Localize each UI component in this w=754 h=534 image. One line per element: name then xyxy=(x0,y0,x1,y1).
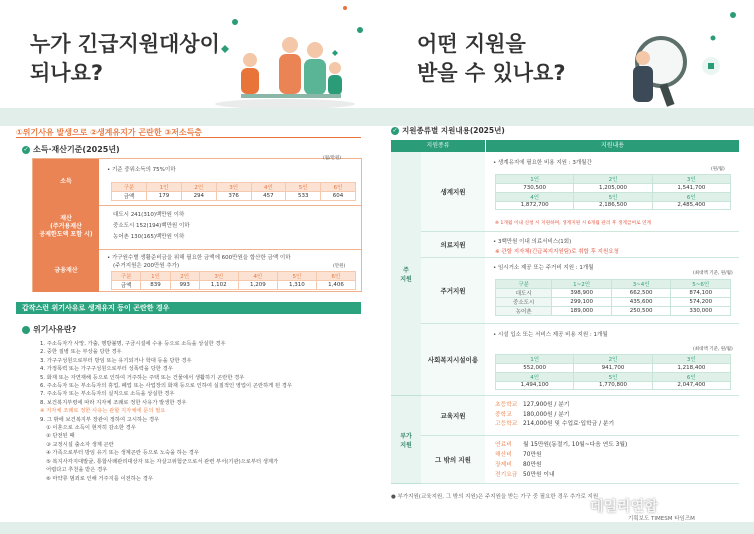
list-item: 6. 주소득자 또는 부소득자의 휴업, 폐업 또는 사업장의 화재 등으로 인하여 실질적인 영업이 곤란하게 된 경우 xyxy=(40,383,293,390)
medical-support-label: 의료지원 xyxy=(421,232,485,258)
watermark-logo: 데일리연합 xyxy=(590,499,658,515)
list-item: 8. 보건복지부령에 따라 지자체 조례로 정한 사유가 발생한 경우 xyxy=(40,399,187,406)
crisis-subtitle: 위기사유란? xyxy=(22,324,76,335)
living-support-label: 생계지원 xyxy=(421,152,485,232)
income-unit: (월/만원) xyxy=(323,156,342,161)
property-metro: 대도시 241(310)백만원 이하 xyxy=(113,212,185,218)
other-support-body xyxy=(485,436,739,484)
medical-note: ※ 관할 지자체(긴급복지지원팀)로 취합 후 지원요청 xyxy=(495,249,619,255)
list-item: 2. 중한 질병 또는 부상을 당한 경우 xyxy=(40,349,122,356)
housing-support-body xyxy=(485,258,739,324)
support-table-title: ✓ 지원종류별 지원내용(2025년) xyxy=(392,126,505,135)
header-kind: 지원종류 xyxy=(391,140,485,152)
dot-icon xyxy=(22,326,30,334)
living-support-body xyxy=(485,152,739,232)
left-hero xyxy=(0,0,377,108)
living-amount-table: 1인 2인 3인 730,500 1,205,000 1,541,700 4인 5인 6인 1,872,700 2,186,500 2,485,400 xyxy=(495,174,731,210)
financial-amount-table: 구분 1인 2인 3인 4인 5인 6인 금액 839 993 1,102 1,209 1,310 1,406 xyxy=(111,271,356,290)
left-band xyxy=(0,108,377,126)
check-icon: ✓ xyxy=(23,145,29,153)
group-main: 주 지원 xyxy=(391,152,421,396)
education-support-label: 교육지원 xyxy=(421,396,485,436)
living-unit: (원/월) xyxy=(711,167,725,172)
income-text: • 기준 중위소득의 75%이하 xyxy=(107,167,176,173)
facility-amount-table: 1인 2인 3인 552,000 941,700 1,218,400 4인 5인 6인 1,494,100 1,770,800 2,047,400 xyxy=(495,354,731,390)
living-text: • 생계유지에 필요한 비용 지원 : 3개월간 xyxy=(493,160,592,166)
list-item: 5. 화재 또는 자연재해 등으로 인하여 거주하는 주택 또는 건물에서 생활하기 곤란한 경우 xyxy=(40,374,245,381)
facility-support-label: 사회복지시설이용 xyxy=(421,324,485,396)
housing-text: • 임시거소 제공 또는 주거비 지원 : 1개월 xyxy=(493,265,594,271)
list-item: ② 단전된 때 xyxy=(46,433,75,440)
list-note: ※ 지자체 조례로 정한 사유는 관할 지자체에 문의 필요 xyxy=(40,408,166,415)
income-table xyxy=(32,158,362,292)
header-content: 지원내용 xyxy=(486,140,739,152)
list-item: 9. 그 밖에 보건복지부 장관이 정하여 고시하는 경우 xyxy=(40,416,160,423)
list-item: 1. 주소득자가 사망, 가출, 행방불명, 구금시설에 수용 등으로 소득을 상실한 경우 xyxy=(40,341,226,347)
housing-amount-table: 구분 1~2인 3~4인 5~6인 대도시 398,900 662,500 874,100 중소도시 299,100 435,600 574,200 농어촌 189,000 250,500 330,000 xyxy=(495,279,731,316)
crisis-list xyxy=(40,340,292,483)
section-title: ①위기사유 발생으로 ②생계유지가 곤란한 ③저소득층 xyxy=(16,128,203,137)
list-item: 7. 주소득자 또는 부소득자의 실직으로 소득을 상실한 경우 xyxy=(40,391,175,398)
medical-support-body xyxy=(485,232,739,258)
property-rural: 농어촌 130(165)백만원 이하 xyxy=(113,234,185,240)
property-city: 중소도시 152(194)백만원 이하 xyxy=(113,223,190,229)
left-footer-band xyxy=(0,522,377,534)
medical-text: • 3백만원 이내 의료서비스(1회) xyxy=(493,239,572,245)
facility-support-body xyxy=(485,324,739,396)
list-item: 4. 가정폭력 또는 가구구성원으로부터 성폭력을 당한 경우 xyxy=(40,366,173,373)
facility-text: • 시설 입소 또는 서비스 제공 비용 지원 : 1개월 xyxy=(493,332,608,338)
financial-label: 금융재산 xyxy=(33,249,99,292)
list-item: 어렵다고 추천을 받은 경우 xyxy=(46,467,108,474)
list-item: 3. 가구구성원으로부터 방임 또는 유기되거나 학대 등을 당한 경우 xyxy=(40,357,192,364)
income-amount-table: 구분 1인 2인 3인 4인 5인 6인 금액 179 294 376 457 533 604 xyxy=(111,182,356,201)
housing-support-label: 주거지원 xyxy=(421,258,485,324)
property-label: 재산 (주거용재산 공제한도액 포함 시) xyxy=(33,205,99,249)
left-page-title: 누가 긴급지원대상이 되나요? xyxy=(30,32,220,85)
income-subtitle: ✓ 소득·재산기준(2025년) xyxy=(23,145,120,154)
list-item: ⑤ 복지사각지대발굴, 통합사례관리대상자 또는 자살고위험군으로서 관련 부서(기관)으로부터 생계가 xyxy=(46,458,279,465)
facility-unit: (최대액 기준, 원/월) xyxy=(693,347,733,352)
income-label: 소득 xyxy=(33,159,99,205)
financial-unit: (만원) xyxy=(333,264,346,269)
right-page xyxy=(377,0,754,534)
list-item: ③ 교정시설 출소자 생계 곤란 xyxy=(46,441,114,448)
family-illustration xyxy=(205,0,375,108)
watermark-sub: 기획보도 TIMESM 타임즈M xyxy=(628,516,695,522)
right-hero xyxy=(377,0,754,108)
extra-support-note: ● 부가지원(교육지원, 그 밖의 지원)은 주지원을 받는 가구 중 필요한 경우 추가로 지원 xyxy=(391,494,599,500)
financial-text2: (주거지원은 200만원 추가) xyxy=(113,263,180,269)
other-support-label: 그 밖의 지원 xyxy=(421,436,485,484)
section-divider xyxy=(16,137,361,138)
education-list: 초등학교 127,900원 / 분기 중학교 180,000원 / 분기 고등학교 214,000원 및 수업료·입학금 / 분기 xyxy=(495,402,615,427)
right-band xyxy=(377,108,754,126)
group-extra: 부가 지원 xyxy=(391,396,421,484)
other-list: 연료비 월 15만원(동절기, 10월~다음 연도 3월) 해산비 70만원 장제비 80만원 전기요금 50만원 이내 xyxy=(495,442,628,478)
magnifier-illustration xyxy=(603,0,753,108)
right-footer-band xyxy=(377,522,754,534)
list-item: ④ 가족으로부터 방임 유기 또는 생계곤란 등으로 노숙을 하는 경우 xyxy=(46,450,199,457)
list-item: ① 이혼으로 소득이 현저히 감소한 경우 xyxy=(46,425,136,432)
financial-text: • 가구원수별 생활준비금을 위해 필요한 금액에 600만원을 합산한 금액 이하 xyxy=(107,255,291,261)
list-item: ⑥ 마약류 범죄로 인해 거주지를 이전하는 경우 xyxy=(46,475,153,482)
crisis-banner: 갑작스런 위기사유로 생계유지 등이 곤란한 경우 xyxy=(16,302,361,314)
living-note: ※ 1개월 이내 신청 시 지원하며, 생계지원 시 6개월 관리 후 생계급여로 연계 xyxy=(495,221,652,226)
right-page-title: 어떤 지원을 받을 수 있나요? xyxy=(417,32,566,85)
education-support-body xyxy=(485,396,739,436)
housing-unit: (최대액 기준, 원/월) xyxy=(693,271,733,276)
check-icon: ✓ xyxy=(392,126,398,134)
